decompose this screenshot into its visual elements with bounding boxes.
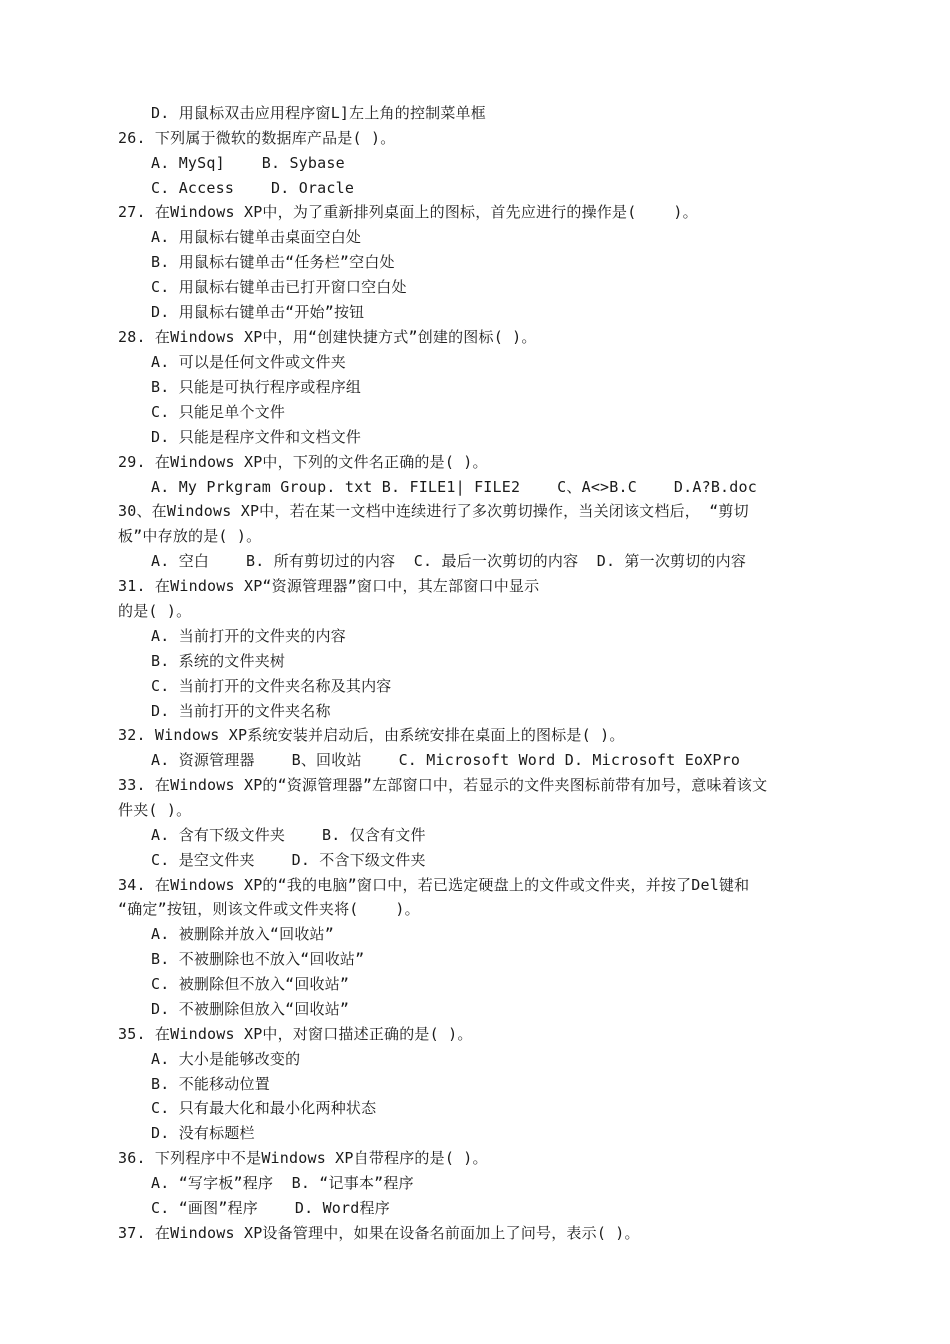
option-line: A. 用鼠标右键单击桌面空白处 bbox=[151, 228, 362, 246]
question-line: 35. 在Windows XP中，对窗口描述正确的是( )。 bbox=[118, 1025, 473, 1043]
option-line: A. 被删除并放入“回收站” bbox=[151, 925, 334, 943]
option-line: A. My Prkgram Group. txt B. FILE1| FILE2 C、A<>B.C D.A?B.doc bbox=[151, 478, 757, 496]
option-line: C. “画图”程序 D. Word程序 bbox=[151, 1199, 390, 1217]
option-line: D. 只能是程序文件和文档文件 bbox=[151, 428, 362, 446]
option-line: B. 不被删除也不放入“回收站” bbox=[151, 950, 365, 968]
question-line: 30、在Windows XP中，若在某一文档中连续进行了多次剪切操作，当关闭该文档后， “剪切 bbox=[118, 502, 749, 520]
option-line: B. 只能是可执行程序或程序组 bbox=[151, 378, 362, 396]
question-line: “确定”按钮，则该文件或文件夹将( )。 bbox=[118, 900, 420, 918]
question-line: 37. 在Windows XP设备管理中，如果在设备名前面加上了问号，表示( )。 bbox=[118, 1224, 640, 1242]
question-line: 33. 在Windows XP的“资源管理器”左部窗口中，若显示的文件夹图标前带有加号，意味着该文 bbox=[118, 776, 768, 794]
question-line: 28. 在Windows XP中，用“创建快捷方式”创建的图标( )。 bbox=[118, 328, 537, 346]
option-line: D. 用鼠标右键单击“开始”按钮 bbox=[151, 303, 365, 321]
question-line: 34. 在Windows XP的“我的电脑”窗口中，若已选定硬盘上的文件或文件夹，并按了Del键和 bbox=[118, 876, 750, 894]
option-line: A. MySq] B. Sybase bbox=[151, 154, 345, 172]
option-line: B. 用鼠标右键单击“任务栏”空白处 bbox=[151, 253, 395, 271]
question-line: 36. 下列程序中不是Windows XP自带程序的是( )。 bbox=[118, 1149, 488, 1167]
option-line: C. 用鼠标右键单击已打开窗口空白处 bbox=[151, 278, 407, 296]
option-line: B. 系统的文件夹树 bbox=[151, 652, 286, 670]
question-line: 板”中存放的是( )。 bbox=[118, 527, 262, 545]
option-line: D. 不被删除但放入“回收站” bbox=[151, 1000, 350, 1018]
option-line: A. “写字板”程序 B. “记事本”程序 bbox=[151, 1174, 414, 1192]
option-line: A. 资源管理器 B、回收站 C. Microsoft Word D. Microsoft EoXPro bbox=[151, 751, 741, 769]
question-line: 32. Windows XP系统安装并启动后，由系统安排在桌面上的图标是( )。 bbox=[118, 726, 625, 744]
option-line: A. 当前打开的文件夹的内容 bbox=[151, 627, 346, 645]
question-line: 件夹( )。 bbox=[118, 801, 192, 819]
option-line: C. 被删除但不放入“回收站” bbox=[151, 975, 350, 993]
option-line: D. 当前打开的文件夹名称 bbox=[151, 702, 331, 720]
option-line: C. 是空文件夹 D. 不含下级文件夹 bbox=[151, 851, 426, 869]
option-line: D. 没有标题栏 bbox=[151, 1124, 255, 1142]
question-line: 的是( )。 bbox=[118, 602, 192, 620]
option-line: C. 只有最大化和最小化两种状态 bbox=[151, 1099, 377, 1117]
question-line: 26. 下列属于微软的数据库产品是( )。 bbox=[118, 129, 396, 147]
question-line: 29. 在Windows XP中，下列的文件名正确的是( )。 bbox=[118, 453, 488, 471]
option-line: A. 含有下级文件夹 B. 仅含有文件 bbox=[151, 826, 426, 844]
option-line: A. 大小是能够改变的 bbox=[151, 1050, 301, 1068]
option-line: A. 空白 B. 所有剪切过的内容 C. 最后一次剪切的内容 D. 第一次剪切的内容 bbox=[151, 552, 747, 570]
option-line: A. 可以是任何文件或文件夹 bbox=[151, 353, 346, 371]
question-line: 27. 在Windows XP中，为了重新排列桌面上的图标，首先应进行的操作是( )。 bbox=[118, 203, 698, 221]
option-line: C. Access D. Oracle bbox=[151, 179, 355, 197]
option-line: C. 当前打开的文件夹名称及其内容 bbox=[151, 677, 392, 695]
option-line: B. 不能移动位置 bbox=[151, 1075, 270, 1093]
question-line: 31. 在Windows XP“资源管理器”窗口中，其左部窗口中显示 bbox=[118, 577, 540, 595]
option-line: C. 只能足单个文件 bbox=[151, 403, 286, 421]
option-line: D. 用鼠标双击应用程序窗L]左上角的控制菜单框 bbox=[151, 104, 486, 122]
